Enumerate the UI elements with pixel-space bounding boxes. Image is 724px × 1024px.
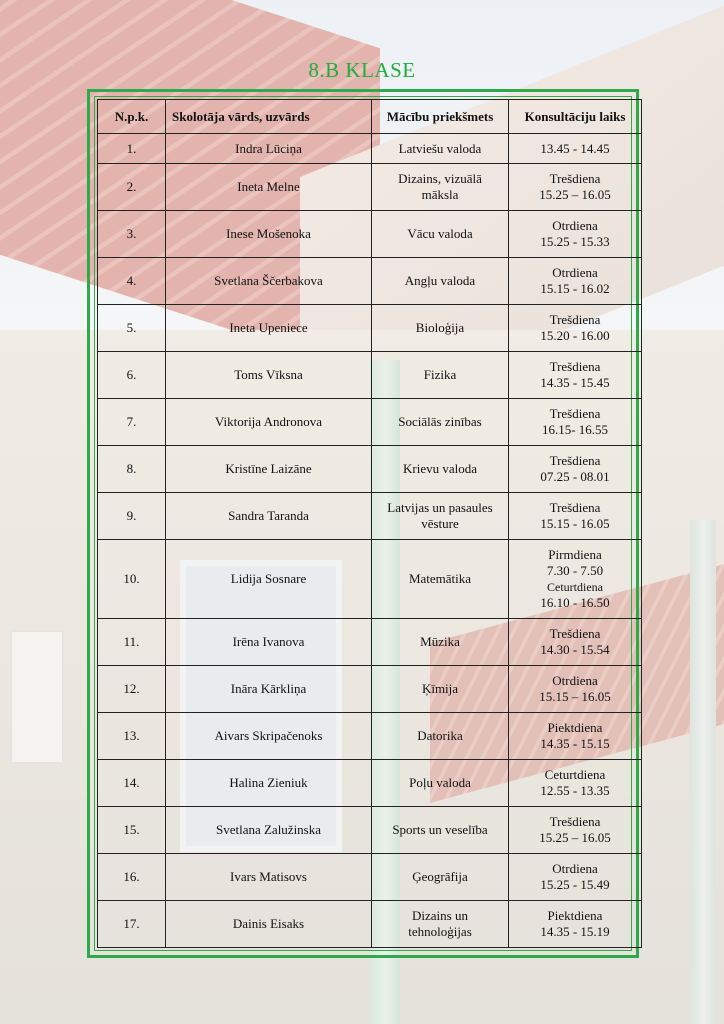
subject-cell [372,807,509,854]
subject-line: māksla [421,187,459,202]
table-row [98,446,642,493]
table-row [98,352,642,399]
time-cell [509,211,642,258]
time-line: 15.25 – 16.05 [539,187,611,202]
subject-line: Ģeogrāfija [412,869,468,884]
time-cell [509,446,642,493]
teacher-name: Halina Zieniuk [166,760,372,807]
subject-line: Datorika [417,728,463,743]
teacher-name: Ivars Matisovs [166,854,372,901]
time-cell [509,493,642,540]
time-line: Otrdiena [552,265,598,280]
table-body [98,134,642,948]
time-line: 16.15- 16.55 [541,422,609,437]
time-line: Otrdiena [552,673,598,688]
time-line: Trešdiena [549,312,601,327]
header-subject: Mācību priekšmets [372,100,509,134]
time-line: Ceturtdiena [547,580,603,594]
row-number: 11. [98,619,166,666]
time-line: 15.25 - 15.33 [540,234,610,249]
row-number: 15. [98,807,166,854]
time-cell [509,713,642,760]
row-number: 8. [98,446,166,493]
subject-line: Poļu valoda [409,775,471,790]
time-line: Piektdiena [547,720,603,735]
subject-cell [372,446,509,493]
subject-cell [372,713,509,760]
row-number: 1. [98,134,166,164]
table-row [98,493,642,540]
time-line: Ceturtdiena [544,767,606,782]
teacher-name: Inese Mošenoka [166,211,372,258]
subject-cell [372,901,509,948]
time-line: 15.25 - 15.49 [540,877,610,892]
table-frame [87,89,639,958]
subject-cell [372,258,509,305]
table-row [98,619,642,666]
time-line: Trešdiena [549,171,601,186]
subject-line: vēsture [421,516,459,531]
subject-line: Fizika [423,367,457,382]
time-line: 14.35 - 15.15 [540,736,610,751]
header-number: N.p.k. [98,100,166,134]
table-row [98,305,642,352]
table-row [98,134,642,164]
time-line: Trešdiena [549,406,601,421]
time-line: 14.30 - 15.54 [540,642,610,657]
subject-line: Dizains, vizuālā [398,171,482,186]
time-line: Trešdiena [549,814,601,829]
teacher-name: Svetlana Zalužinska [166,807,372,854]
time-line: Trešdiena [549,453,601,468]
row-number: 4. [98,258,166,305]
time-line: Otrdiena [552,861,598,876]
teacher-name: Indra Lūciņa [166,134,372,164]
subject-line: Latvijas un pasaules [387,500,493,515]
table-row [98,540,642,619]
subject-cell [372,134,509,164]
teacher-name: Toms Vīksna [166,352,372,399]
table-row [98,399,642,446]
page-title: 8.B KLASE [308,58,416,82]
header-time: Konsultāciju laiks [509,100,642,134]
time-cell [509,619,642,666]
teacher-name: Irēna Ivanova [166,619,372,666]
row-number: 6. [98,352,166,399]
time-line: 14.35 - 15.19 [540,924,610,939]
row-number: 10. [98,540,166,619]
row-number: 5. [98,305,166,352]
subject-line: Vācu valoda [407,226,473,241]
consultation-table [97,99,642,948]
subject-line: Dizains un [412,908,468,923]
time-line: 15.15 – 16.05 [539,689,611,704]
teacher-name: Viktorija Andronova [166,399,372,446]
time-line: 12.55 - 13.35 [540,783,610,798]
time-cell [509,258,642,305]
table-row [98,713,642,760]
subject-line: Ķīmija [421,681,459,696]
teacher-name: Sandra Taranda [166,493,372,540]
time-line: Trešdiena [549,359,601,374]
table-row [98,807,642,854]
table-row [98,211,642,258]
teacher-name: Dainis Eisaks [166,901,372,948]
subject-line: Matemātika [408,571,472,586]
time-cell [509,540,642,619]
time-line: 15.15 - 16.02 [540,281,610,296]
table-row [98,901,642,948]
teacher-name: Kristīne Laizāne [166,446,372,493]
time-line: 07.25 - 08.01 [540,469,610,484]
subject-line: tehnoloģijas [408,924,472,939]
subject-line: Sociālās zinības [398,414,482,429]
time-line: 16.10 - 16.50 [540,595,610,610]
teacher-name: Ineta Melne [166,164,372,211]
subject-cell [372,305,509,352]
table-header-row [98,100,642,134]
teacher-name: Ināra Kārkliņa [166,666,372,713]
subject-line: Mūzika [420,634,460,649]
subject-cell [372,211,509,258]
time-line: Trešdiena [549,626,601,641]
time-cell [509,164,642,211]
time-cell [509,305,642,352]
subject-cell [372,399,509,446]
subject-cell [372,854,509,901]
time-line: 15.25 – 16.05 [539,830,611,845]
subject-cell [372,352,509,399]
row-number: 9. [98,493,166,540]
time-line: 14.35 - 15.45 [540,375,610,390]
subject-cell [372,164,509,211]
row-number: 3. [98,211,166,258]
row-number: 16. [98,854,166,901]
time-cell [509,399,642,446]
time-line: 15.20 - 16.00 [540,328,610,343]
subject-cell [372,760,509,807]
subject-line: Latviešu valoda [398,140,482,156]
header-teacher: Skolotāja vārds, uzvārds [166,100,372,134]
table-row [98,760,642,807]
row-number: 13. [98,713,166,760]
time-cell [509,854,642,901]
time-line: 7.30 - 7.50 [546,563,604,578]
teacher-name: Svetlana Ščerbakova [166,258,372,305]
row-number: 12. [98,666,166,713]
subject-cell [372,619,509,666]
row-number: 2. [98,164,166,211]
teacher-name: Aivars Skripačenoks [166,713,372,760]
subject-cell [372,540,509,619]
time-line: 13.45 - 14.45 [540,140,610,156]
time-line: 15.15 - 16.05 [540,516,610,531]
time-line: Piektdiena [547,908,603,923]
row-number: 7. [98,399,166,446]
teacher-name: Ineta Upeniece [166,305,372,352]
subject-line: Krievu valoda [402,461,477,476]
subject-line: Angļu valoda [404,273,476,288]
subject-cell [372,493,509,540]
subject-cell [372,666,509,713]
subject-line: Sports un veselība [392,822,488,837]
time-line: Trešdiena [549,500,601,515]
table-frame-inner [94,96,632,951]
time-cell [509,760,642,807]
table-row [98,258,642,305]
table-row [98,854,642,901]
row-number: 14. [98,760,166,807]
time-cell [509,666,642,713]
time-cell [509,352,642,399]
time-cell [509,807,642,854]
time-cell [509,134,642,164]
table-row [98,164,642,211]
time-line: Otrdiena [552,218,598,233]
subject-line: Bioloģija [415,320,465,335]
teacher-name: Lidija Sosnare [166,540,372,619]
row-number: 17. [98,901,166,948]
time-line: Pirmdiena [548,547,602,562]
time-cell [509,901,642,948]
table-row [98,666,642,713]
